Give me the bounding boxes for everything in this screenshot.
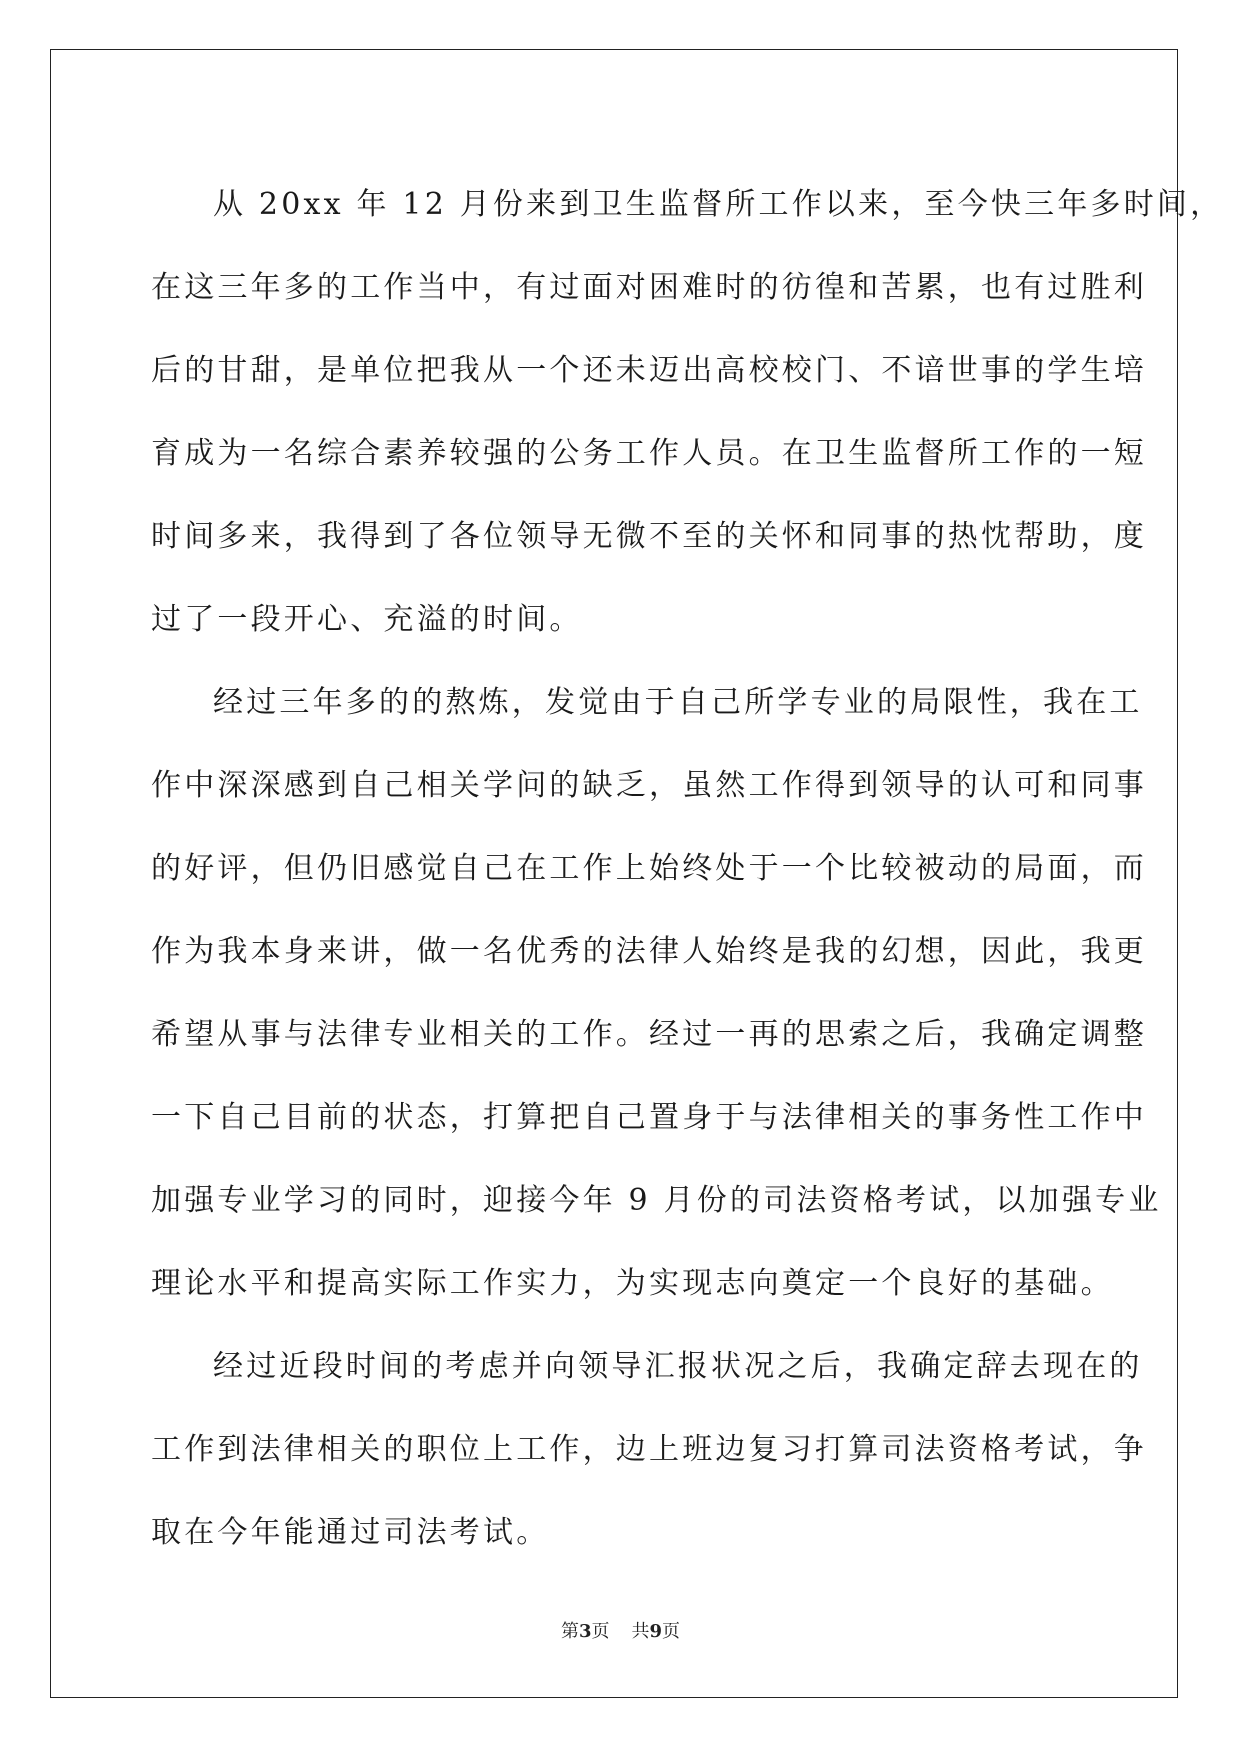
page-label-prefix: 第 (560, 1621, 579, 1642)
text-line: 经过三年多的的熬炼，发觉由于自己所学专业的局限性，我在工 (213, 685, 1143, 720)
total-pages: 9 (649, 1621, 663, 1642)
text-line: 从 20xx 年 12 月份来到卫生监督所工作以来，至今快三年多时间， (213, 187, 1224, 222)
document-body (151, 163, 1224, 1574)
text-line: 过了一段开心、充溢的时间。 (151, 602, 583, 637)
text-line: 经过近段时间的考虑并向领导汇报状况之后，我确定辞去现在的 (213, 1349, 1143, 1384)
page-footer (0, 1617, 1241, 1643)
total-label-suffix: 页 (662, 1621, 681, 1642)
text-line: 加强专业学习的同时，迎接今年 9 月份的司法资格考试，以加强专业 (151, 1183, 1162, 1218)
text-line: 取在今年能通过司法考试。 (151, 1515, 550, 1550)
text-line: 希望从事与法律专业相关的工作。经过一再的思索之后，我确定调整 (151, 1017, 1147, 1052)
text-line: 工作到法律相关的职位上工作，边上班边复习打算司法资格考试，争 (151, 1432, 1147, 1467)
page-number: 3 (578, 1621, 592, 1642)
text-line: 作为我本身来讲，做一名优秀的法律人始终是我的幻想，因此，我更 (151, 934, 1147, 969)
text-line: 时间多来，我得到了各位领导无微不至的关怀和同事的热忱帮助，度 (151, 519, 1147, 554)
total-label-prefix: 共 (631, 1621, 650, 1642)
text-line: 在这三年多的工作当中，有过面对困难时的彷徨和苦累，也有过胜利 (151, 270, 1147, 305)
text-line: 一下自己目前的状态，打算把自己置身于与法律相关的事务性工作中 (151, 1100, 1147, 1135)
text-line: 后的甘甜，是单位把我从一个还未迈出高校校门、不谙世事的学生培 (151, 353, 1147, 388)
text-line: 的好评，但仍旧感觉自己在工作上始终处于一个比较被动的局面，而 (151, 851, 1147, 886)
text-line: 理论水平和提高实际工作实力，为实现志向奠定一个良好的基础。 (151, 1266, 1114, 1301)
page-label-suffix: 页 (591, 1621, 610, 1642)
text-line: 育成为一名综合素养较强的公务工作人员。在卫生监督所工作的一短 (151, 436, 1147, 471)
text-line: 作中深深感到自己相关学问的缺乏，虽然工作得到领导的认可和同事 (151, 768, 1147, 803)
